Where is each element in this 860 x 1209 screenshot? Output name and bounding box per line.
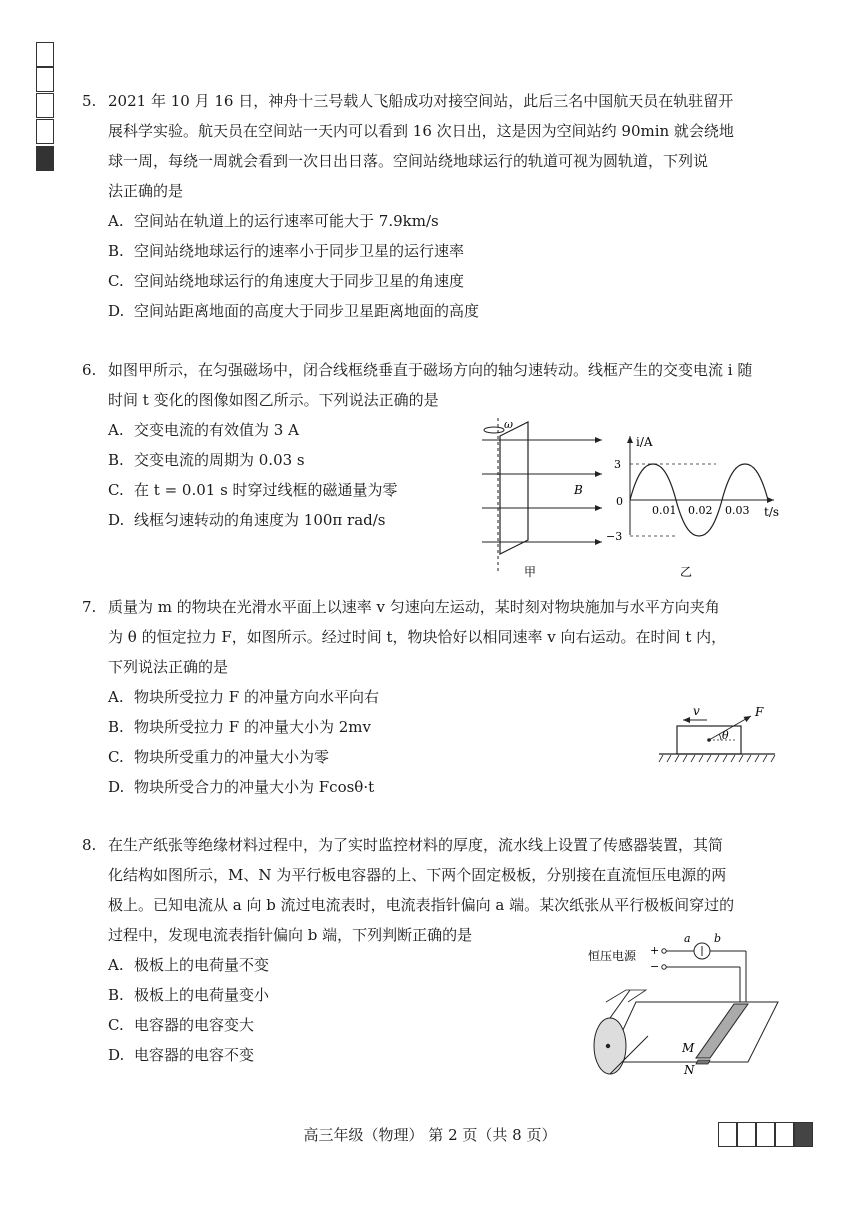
velocity-label: v [693,704,700,718]
plate-n [696,1060,710,1064]
option-b: B. 交变电流的周期为 0.03 s [108,451,305,469]
question-stem: 7. 质量为 m 的物块在光滑水平面上以速率 v 匀速向左运动，某时刻对物块施加与水平方向夹角 [82,592,782,622]
caption-yi: 乙 [680,565,693,579]
option-a: A. 物块所受拉力 F 的冲量方向水平向右 [108,688,379,706]
option-c: C. 电容器的电容变大 [108,1016,255,1034]
question-stem-line: 下列说法正确的是 [108,658,229,676]
question-stem: 5. 2021 年 10 月 16 日，神舟十三号载人飞船成功对接空间站，此后三名中国航天员在轨驻留开 [82,86,782,116]
question-7 [82,592,782,802]
field-b-label: B [574,483,583,497]
option-d: D. 电容器的电容不变 [108,1046,255,1064]
x-axis-label: t/s [764,505,780,519]
question-stem-line: 极上。已知电流从 a 向 b 流过电流表时，电流表指针偏向 a 端。某次纸张从平行极板间穿过的 [108,896,735,914]
footer-box [756,1122,775,1147]
question-number: 5. [82,92,97,110]
x-tick-001: 0.01 [652,504,677,517]
footer-box [718,1122,737,1147]
option-b: B. 空间站绕地球运行的速率小于同步卫星的运行速率 [108,242,465,260]
plate-m-label: M [682,1041,695,1055]
question-stem-line: 化结构如图所示，M、N 为平行板电容器的上、下两个固定极板，分别接在直流恒压电源的两 [108,866,727,884]
option-c: C. 在 t = 0.01 s 时穿过线框的磁通量为零 [108,481,398,499]
minus-label: − [650,960,660,973]
terminal-minus [662,965,666,969]
question-stem-line: 时间 t 变化的图像如图乙所示。下列说法正确的是 [108,391,439,409]
option-d: D. 线框匀速转动的角速度为 100π rad/s [108,511,386,529]
y-tick-3: 3 [614,458,621,471]
theta-label: θ [722,729,729,742]
option-c: C. 空间站绕地球运行的角速度大于同步卫星的角速度 [108,272,465,290]
option-a: A. 极板上的电荷量不变 [108,956,270,974]
option-c: C. 物块所受重力的冲量大小为零 [108,748,330,766]
figure-paper-sensor [588,932,786,1080]
force-label: F [755,705,764,719]
question-stem-line: 球一周，每绕一周就会看到一次日出日落。空间站绕地球运行的轨道可视为圆轨道，下列说 [108,152,709,170]
plate-n-label: N [684,1063,695,1077]
option-b: B. 物块所受拉力 F 的冲量大小为 2mv [108,718,371,736]
page-footer: 高三年级（物理） 第 2 页（共 8 页） [303,1126,557,1144]
question-stem-line: 过程中，发现电流表指针偏向 b 端，下列判断正确的是 [108,926,473,944]
option-d: D. 空间站距离地面的高度大于同步卫星距离地面的高度 [108,302,480,320]
option-a: A. 空间站在轨道上的运行速率可能大于 7.9km/s [108,212,439,230]
question-stem: 6. 如图甲所示，在匀强磁场中，闭合线框绕垂直于磁场方向的轴匀速转动。线框产生的交变电流 i 随 [82,355,782,385]
question-5 [82,86,782,326]
x-tick-003: 0.03 [725,504,750,517]
footer-box [737,1122,756,1147]
margin-box [36,93,54,118]
option-b: B. 极板上的电荷量变小 [108,986,270,1004]
roll-axle [606,1044,610,1048]
question-stem-line: 为 θ 的恒定拉力 F，如图所示。经过时间 t，物块恰好以相同速率 v 向右运动。在时间 t 内， [108,628,727,646]
option-d: D. 物块所受合力的冲量大小为 Fcosθ·t [108,778,375,796]
margin-box [36,67,54,92]
margin-box-filled [36,146,54,171]
terminal-b-label: b [714,932,722,945]
y-tick-0: 0 [616,495,623,508]
ground-hatch [659,755,775,762]
angle-arc [719,734,721,740]
coil-frame [500,422,528,554]
omega-label: ω [504,418,513,431]
terminal-a-label: a [684,932,691,945]
rotation-arrow [484,427,504,433]
question-stem: 8. 在生产纸张等绝缘材料过程中，为了实时监控材料的厚度，流水线上设置了传感器装置，其简 [82,830,782,860]
plus-label: + [650,944,660,957]
question-number: 8. [82,836,97,854]
figure-jia-rotating-coil [470,416,610,581]
figure-yi-current-graph [598,430,788,582]
footer-box [775,1122,794,1147]
question-stem-line: 展科学实验。航天员在空间站一天内可以看到 16 次日出，这是因为空间站约 90min 就会绕地 [108,122,734,140]
figure-block-force [655,700,780,765]
footer-box-filled [794,1122,813,1147]
margin-box [36,119,54,144]
force-arrow [709,716,751,740]
question-number: 7. [82,598,97,616]
option-a: A. 交变电流的有效值为 3 A [108,421,299,439]
power-source-label: 恒压电源 [588,949,637,963]
y-axis-label: i/A [636,435,653,449]
terminal-plus [662,949,666,953]
question-number: 6. [82,361,97,379]
x-tick-002: 0.02 [688,504,713,517]
y-tick-neg3: −3 [606,530,623,543]
margin-box [36,42,54,67]
question-stem-line: 法正确的是 [108,182,184,200]
caption-jia: 甲 [524,565,537,579]
